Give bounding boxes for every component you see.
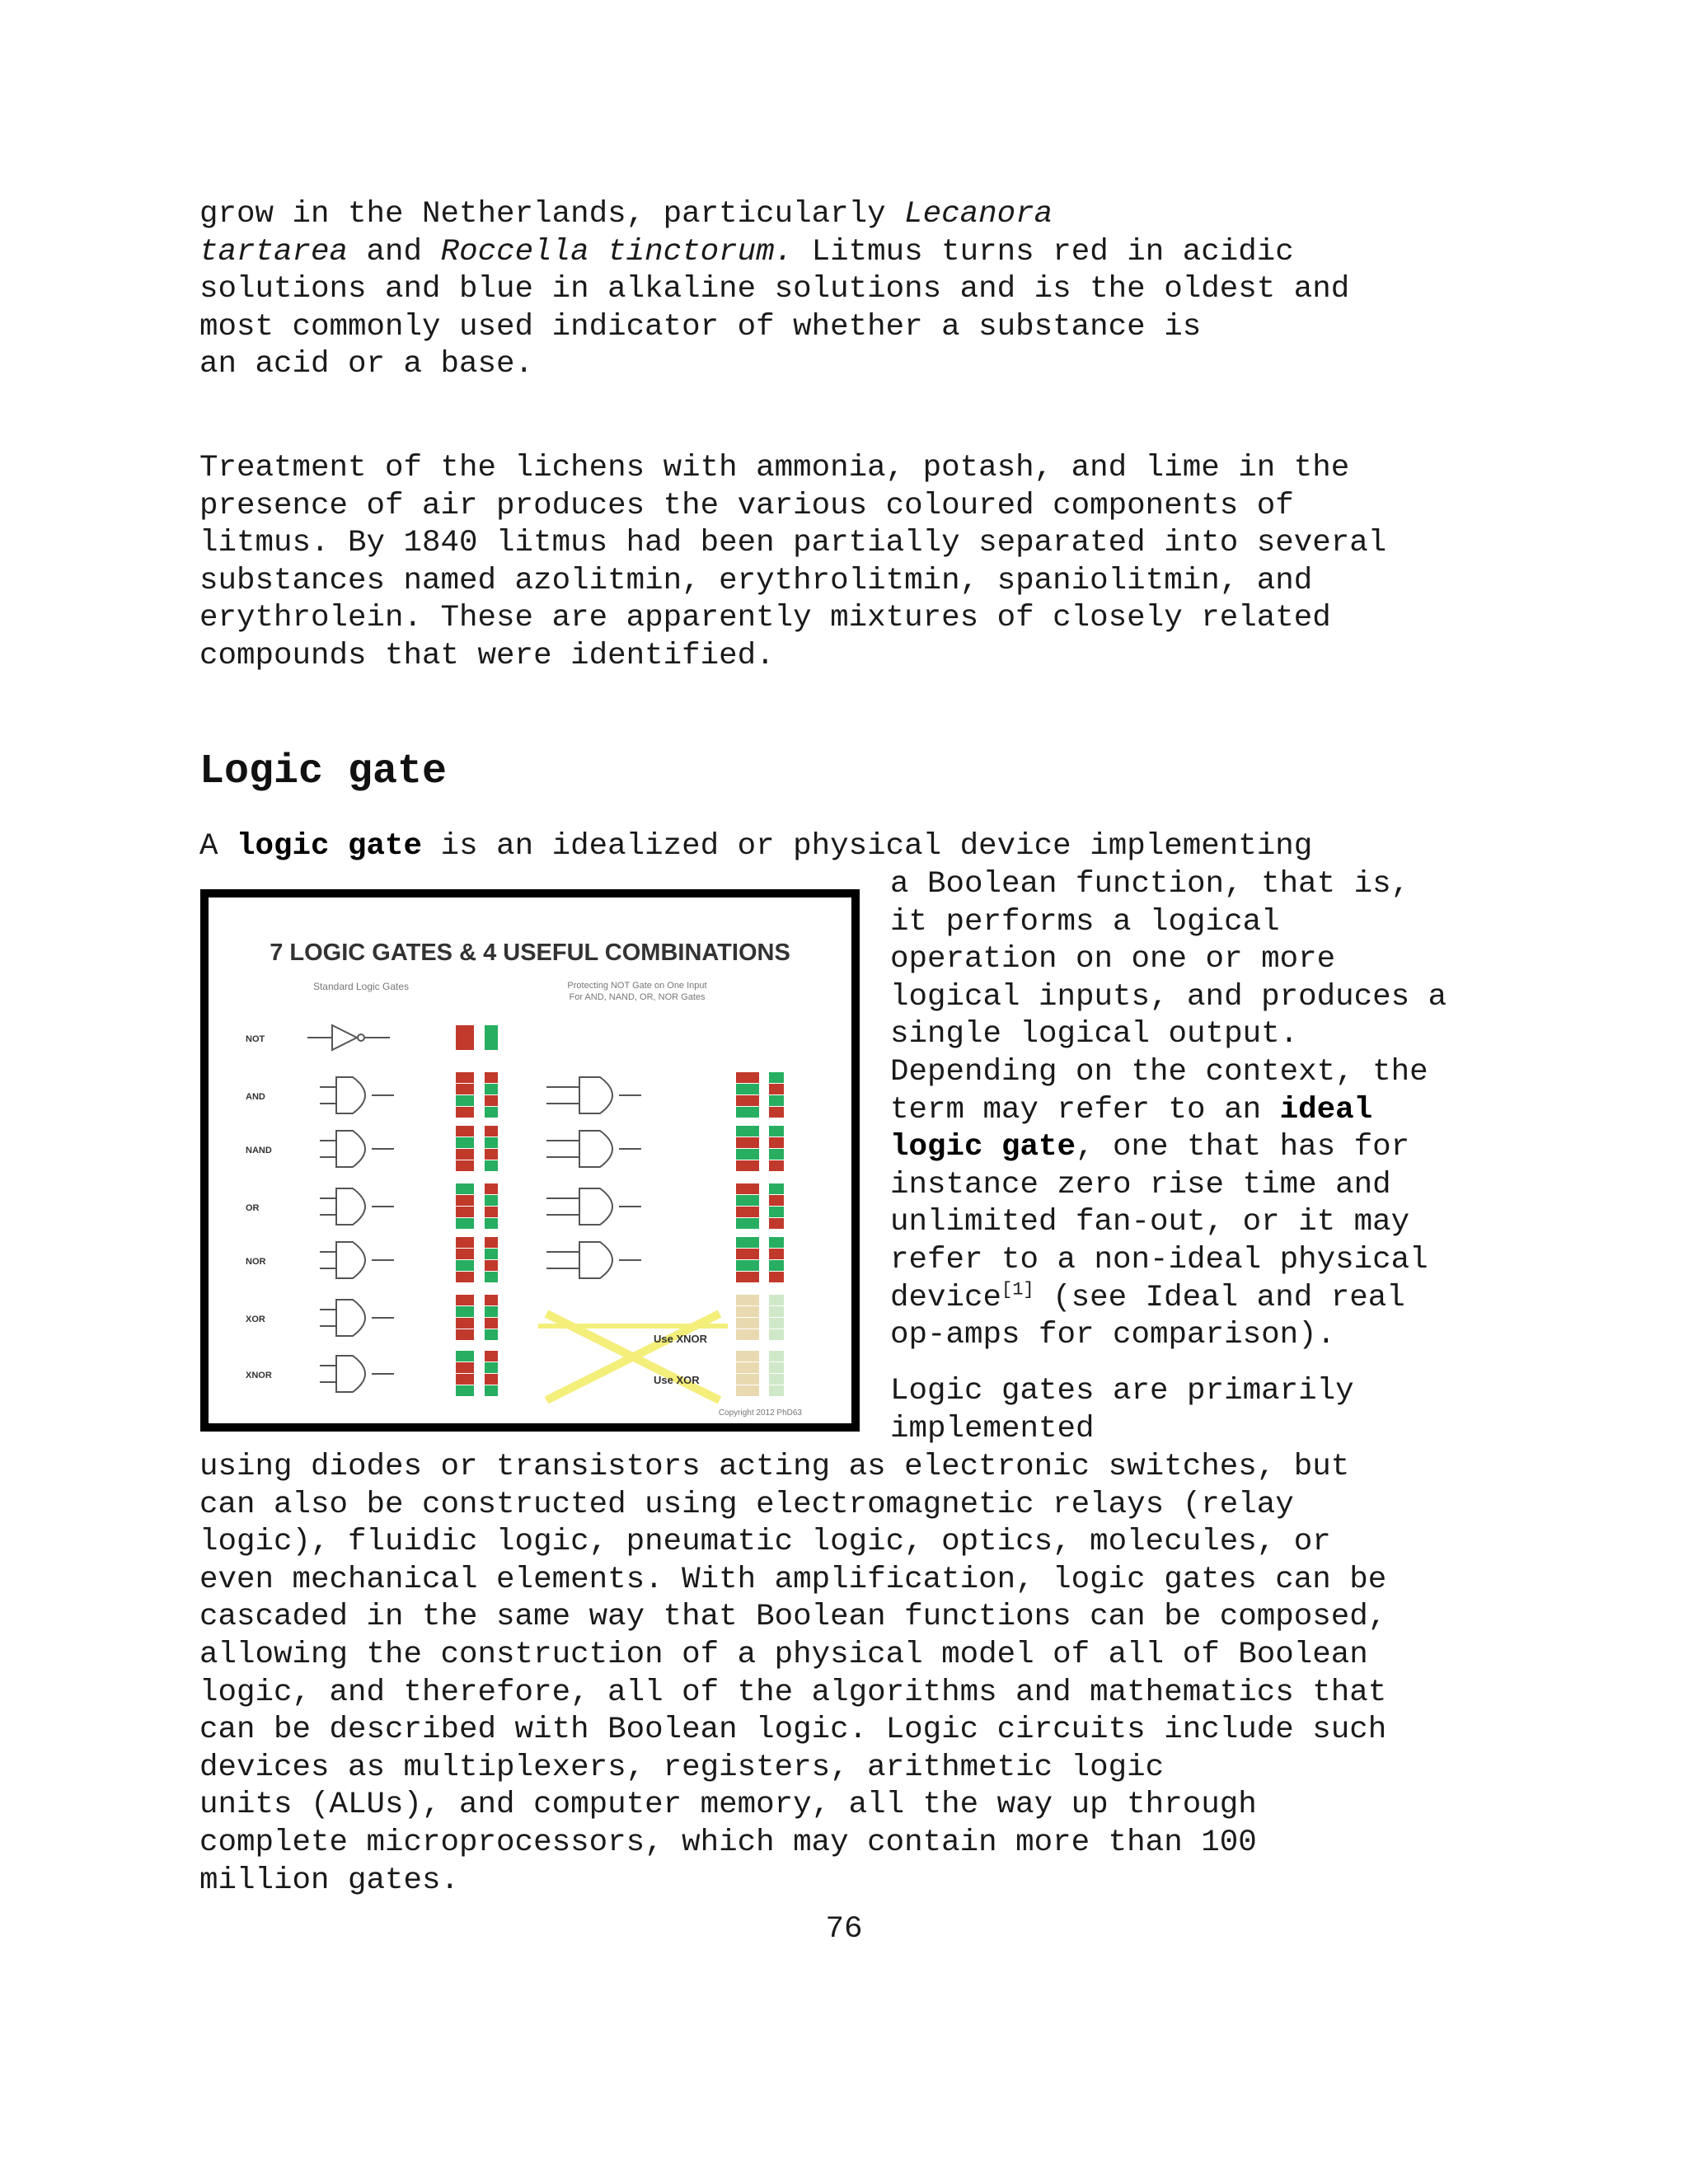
- truth-cell: [485, 1295, 498, 1305]
- truth-cell: [485, 1260, 498, 1271]
- side-line: instance zero rise time and: [890, 1167, 1391, 1202]
- gate-symbol: [336, 1242, 365, 1278]
- truth-cell: [485, 1107, 498, 1118]
- truth-cell: [736, 1183, 759, 1194]
- truth-cell: [736, 1260, 759, 1271]
- figure-left-subtitle: Standard Logic Gates: [312, 981, 410, 992]
- truth-cell: [769, 1318, 784, 1329]
- litmus-continuation-line: most commonly used indicator of whether a substance is: [199, 309, 1202, 344]
- litmus-paragraph-2-line: Treatment of the lichens with ammonia, potash, and lime in the: [199, 451, 1350, 485]
- side-line: logical inputs, and produces a: [890, 979, 1447, 1015]
- body-line: even mechanical elements. With amplification, logic gates can be: [199, 1562, 1387, 1597]
- truth-cell: [485, 1084, 498, 1094]
- gate-rows-right: [546, 1072, 784, 1396]
- litmus-continuation-line: tartarea and Roccella tinctorum. Litmus turns red in acidic: [199, 234, 1294, 269]
- side-line: operation on one or more: [890, 942, 1336, 977]
- bold-term: logic gate: [890, 1130, 1076, 1165]
- page-number: 76: [825, 1912, 863, 1947]
- figure-copyright: Copyright 2012 PhD63: [718, 1408, 802, 1418]
- truth-cell: [769, 1195, 784, 1206]
- truth-cell: [456, 1107, 474, 1118]
- truth-cell: [456, 1084, 474, 1094]
- body-line: can be described with Boolean logic. Logic circuits include such: [199, 1713, 1387, 1748]
- truth-cell: [769, 1362, 784, 1373]
- truth-cell: [485, 1385, 498, 1396]
- truth-cell: [456, 1306, 474, 1317]
- truth-cell: [736, 1072, 759, 1083]
- truth-cell: [485, 1329, 498, 1340]
- truth-cell: [736, 1351, 759, 1361]
- intro-line: A logic gate is an idealized or physical device implementing: [199, 829, 1313, 864]
- truth-cell: [736, 1272, 759, 1282]
- gate-label: AND: [246, 1092, 265, 1102]
- truth-cell: [485, 1207, 498, 1217]
- truth-cell: [456, 1237, 474, 1248]
- truth-cell: [736, 1160, 759, 1171]
- gate-label: OR: [246, 1203, 260, 1213]
- gate-symbol: [336, 1131, 365, 1167]
- truth-cell: [769, 1385, 784, 1396]
- side-line: it performs a logical: [890, 904, 1280, 940]
- truth-cell: [736, 1095, 759, 1106]
- truth-cell: [456, 1137, 474, 1148]
- truth-cell: [456, 1385, 474, 1396]
- side-line: a Boolean function, that is,: [890, 867, 1410, 902]
- gate-symbol: [579, 1131, 612, 1167]
- section-heading: Logic gate: [199, 748, 448, 795]
- truth-cell: [485, 1374, 498, 1385]
- body-line: million gates.: [199, 1863, 460, 1898]
- truth-cell: [736, 1374, 759, 1385]
- body-line: complete microprocessors, which may contain more than 100: [199, 1825, 1257, 1860]
- italic-text: Roccella tinctorum.: [440, 234, 794, 269]
- truth-cell: [736, 1329, 759, 1340]
- body-line: can also be constructed using electromagnetic relays (relay: [199, 1487, 1294, 1522]
- truth-cell: [769, 1272, 784, 1282]
- truth-cell: [769, 1237, 784, 1248]
- litmus-paragraph-2-line: erythrolein. These are apparently mixtures of closely related: [199, 601, 1331, 636]
- truth-cell: [736, 1126, 759, 1137]
- truth-cell: [485, 1183, 498, 1194]
- truth-cell: [456, 1249, 474, 1259]
- logic-gates-figure: [200, 889, 860, 1432]
- gate-symbol: [336, 1188, 365, 1225]
- truth-cell: [456, 1183, 474, 1194]
- gate-label: XOR: [246, 1315, 265, 1324]
- truth-cell: [485, 1149, 498, 1160]
- litmus-continuation-line: an acid or a base.: [199, 347, 534, 382]
- truth-cell: [485, 1306, 498, 1317]
- body-line: logic, and therefore, all of the algorithms and mathematics that: [199, 1675, 1387, 1710]
- litmus-continuation-line: grow in the Netherlands, particularly Lecanora: [199, 197, 1053, 232]
- truth-cell: [456, 1260, 474, 1271]
- truth-cell: [456, 1160, 474, 1171]
- litmus-paragraph-2-line: litmus. By 1840 litmus had been partially separated into several: [199, 526, 1387, 561]
- truth-cell: [456, 1095, 474, 1106]
- figure-right-subtitle-2: For AND, NAND, OR, NOR Gates: [569, 992, 706, 1002]
- figure-right-subtitle-1: Protecting NOT Gate on One Input: [567, 981, 707, 991]
- litmus-paragraph-2-line: compounds that were identified.: [199, 638, 775, 673]
- truth-cell: [456, 1149, 474, 1160]
- gate-symbol: [336, 1356, 365, 1392]
- litmus-continuation-line: solutions and blue in alkaline solutions and is the oldest and: [199, 272, 1350, 307]
- gate-symbol: [579, 1077, 612, 1113]
- truth-cell: [769, 1218, 784, 1229]
- truth-cell: [736, 1385, 759, 1396]
- citation-link[interactable]: [1]: [1001, 1279, 1034, 1301]
- gate-symbol: [336, 1300, 365, 1336]
- truth-cell: [456, 1351, 474, 1361]
- truth-cell: [736, 1084, 759, 1094]
- side-line: refer to a non-ideal physical: [890, 1242, 1428, 1277]
- gate-symbol: [579, 1242, 612, 1278]
- gate-label: NOT: [246, 1034, 265, 1044]
- truth-cell: [769, 1095, 784, 1106]
- truth-cell: [456, 1362, 474, 1373]
- truth-cell: [485, 1095, 498, 1106]
- combo-label-xnor: Use XNOR: [654, 1333, 708, 1345]
- bold-term: ideal: [1279, 1092, 1373, 1127]
- truth-cell: [769, 1329, 784, 1340]
- truth-cell: [485, 1160, 498, 1171]
- side2-line: Logic gates are primarily: [890, 1374, 1354, 1408]
- truth-cell: [736, 1218, 759, 1229]
- figure-title: 7 LOGIC GATES & 4 USEFUL COMBINATIONS: [270, 940, 790, 966]
- body-line: cascaded in the same way that Boolean functions can be composed,: [199, 1600, 1387, 1635]
- side-line: unlimited fan-out, or it may: [890, 1205, 1410, 1240]
- truth-cell: [769, 1137, 784, 1148]
- truth-cell: [769, 1160, 784, 1171]
- truth-cell: [769, 1260, 784, 1271]
- truth-cell: [456, 1272, 474, 1282]
- logic-gates-diagram: [209, 898, 851, 1423]
- truth-cell: [736, 1237, 759, 1248]
- truth-cell: [456, 1072, 474, 1083]
- truth-cell: [485, 1318, 498, 1329]
- logic-gate-body-text: [199, 1449, 1518, 1900]
- truth-cell: [769, 1306, 784, 1317]
- gate-label: NOR: [246, 1257, 266, 1267]
- side-line: device[1] (see Ideal and real: [890, 1279, 1405, 1315]
- truth-cell: [456, 1318, 474, 1329]
- truth-cell: [456, 1025, 474, 1050]
- truth-cell: [456, 1295, 474, 1305]
- truth-cell: [736, 1207, 759, 1217]
- litmus-paragraph-2-line: substances named azolitmin, erythrolitmin, spaniolitmin, and: [199, 563, 1313, 598]
- truth-cell: [485, 1072, 498, 1083]
- truth-cell: [736, 1149, 759, 1160]
- truth-cell: [769, 1295, 784, 1305]
- truth-cell: [456, 1195, 474, 1206]
- body-line: allowing the construction of a physical model of all of Boolean: [199, 1637, 1368, 1672]
- truth-cell: [769, 1084, 784, 1094]
- body-line: units (ALUs), and computer memory, all the way up through: [199, 1788, 1257, 1823]
- truth-cell: [736, 1249, 759, 1259]
- logic-gate-side-text: [890, 866, 1517, 1355]
- not-gate-symbol: [332, 1025, 357, 1050]
- side-line: op-amps for comparison).: [890, 1318, 1336, 1353]
- truth-cell: [485, 1195, 498, 1206]
- side-line: term may refer to an ideal: [890, 1092, 1373, 1127]
- truth-cell: [769, 1249, 784, 1259]
- truth-cell: [769, 1126, 784, 1137]
- side-line: logic gate, one that has for: [890, 1130, 1410, 1165]
- yellow-cross-lines: [538, 1314, 728, 1400]
- body-line: logic), fluidic logic, pneumatic logic, optics, molecules, or: [199, 1525, 1331, 1560]
- combo-label-xor: Use XOR: [654, 1374, 700, 1386]
- gate-label: XNOR: [246, 1371, 272, 1380]
- truth-cell: [485, 1237, 498, 1248]
- bold-term: logic gate: [237, 829, 423, 864]
- truth-cell: [769, 1149, 784, 1160]
- truth-cell: [769, 1107, 784, 1118]
- logic-gate-intro-line: [199, 828, 1518, 866]
- gate-symbol: [579, 1188, 612, 1225]
- truth-cell: [736, 1362, 759, 1373]
- truth-cell: [456, 1126, 474, 1137]
- truth-cell: [456, 1329, 474, 1340]
- truth-cell: [485, 1362, 498, 1373]
- italic-text: Lecanora: [904, 197, 1053, 232]
- truth-cell: [769, 1183, 784, 1194]
- logic-gate-side-text-2: [890, 1373, 1517, 1448]
- truth-cell: [769, 1351, 784, 1361]
- truth-cell: [736, 1318, 759, 1329]
- gate-symbol: [336, 1077, 365, 1113]
- truth-cell: [456, 1218, 474, 1229]
- truth-cell: [736, 1306, 759, 1317]
- truth-cell: [769, 1072, 784, 1083]
- litmus-paragraph-2-line: presence of air produces the various coloured components of: [199, 488, 1294, 523]
- truth-cell: [736, 1137, 759, 1148]
- litmus-continuation-paragraph: [199, 196, 1518, 384]
- truth-cell: [769, 1207, 784, 1217]
- side-line: single logical output.: [890, 1017, 1299, 1052]
- truth-cell: [485, 1137, 498, 1148]
- side-line: Depending on the context, the: [890, 1054, 1428, 1090]
- truth-cell: [736, 1195, 759, 1206]
- litmus-paragraph-2: [199, 450, 1518, 676]
- truth-cell: [485, 1126, 498, 1137]
- body-line: devices as multiplexers, registers, arithmetic logic: [199, 1750, 1165, 1785]
- truth-cell: [736, 1295, 759, 1305]
- truth-cell: [769, 1374, 784, 1385]
- gate-label: NAND: [246, 1146, 272, 1155]
- truth-cell: [736, 1107, 759, 1118]
- truth-cell: [456, 1207, 474, 1217]
- truth-cell: [485, 1218, 498, 1229]
- side2-line: implemented: [890, 1411, 1095, 1446]
- gate-rows-left: [246, 1025, 498, 1396]
- truth-cell: [485, 1351, 498, 1361]
- body-line: using diodes or transistors acting as electronic switches, but: [199, 1450, 1350, 1484]
- truth-cell: [456, 1374, 474, 1385]
- truth-cell: [485, 1272, 498, 1282]
- truth-cell: [485, 1025, 498, 1050]
- truth-cell: [485, 1249, 498, 1259]
- italic-text: tartarea: [199, 234, 349, 269]
